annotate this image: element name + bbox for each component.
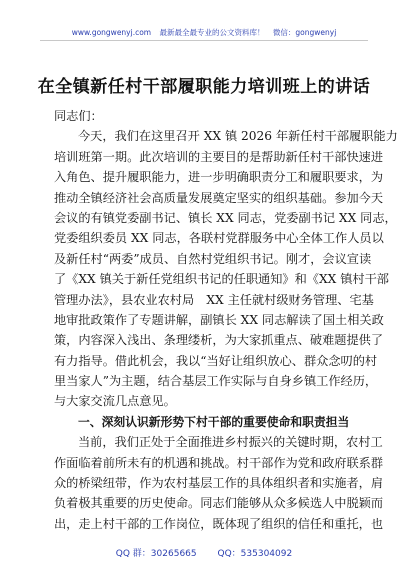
paragraph-line: 里当家人”为主题，结合基层工作实际与自身乡镇工作经历， — [54, 374, 378, 389]
header-banner — [0, 27, 408, 38]
section-heading: 一、深刻认识新形势下村干部的重要使命和职责担当 — [78, 414, 350, 429]
paragraph-line: 推动全镇经济社会高质量发展奠定坚实的组织基础。参加今天 — [54, 190, 384, 205]
paragraph-line: 当前，我们正处于全面推进乡村振兴的关键时期，农村工 — [78, 435, 383, 450]
paragraph-line: 与大家交流几点意见。 — [54, 394, 176, 409]
header-wechat: 微信：gongwenyj — [272, 28, 337, 37]
paragraph-line: 地审批政策作了专题讲解，副镇长 XX 同志解读了国土相关政 — [54, 312, 384, 327]
paragraph-line: 负着极其重要的历史使命。同志们能够从众多候选人中脱颖而 — [54, 496, 384, 511]
paragraph-line: 作面临着前所未有的机遇和挑战。村干部作为党和政府联系群 — [54, 455, 384, 470]
paragraph-line: 会议的有镇党委副书记、镇长 XX 同志，党委副书记 XX 同志， — [54, 210, 397, 225]
paragraph-line: 培训班第一期。此次培训的主要目的是帮助新任村干部快速进 — [54, 149, 384, 164]
header-slogan: 最新最全最专业的公文资料库！ — [159, 28, 265, 37]
paragraph-line: 党委组织委员 XX 同志，各联村党群服务中心全体工作人员以 — [54, 231, 384, 246]
footer-qq: QQ：535304092 — [217, 549, 293, 559]
paragraph-line: 有力指导。借此机会，我以“当好让组织放心、群众念叨的村 — [54, 353, 378, 368]
footer-contact — [0, 546, 408, 559]
document-body — [54, 106, 398, 534]
header-site-link[interactable]: www.gongwenyj.com — [71, 28, 152, 37]
footer-qq-group: QQ 群：30265665 — [115, 549, 197, 559]
paragraph-line: 今天，我们在这里召开 XX 镇 2026 年新任村干部履职能力 — [78, 129, 398, 144]
paragraph-line: 及新任村“两委”成员、自然村党组织书记。刚才，会议宣读 — [54, 251, 372, 266]
header-divider — [40, 40, 368, 41]
paragraph-line: 了《XX 镇关于新任党组织书记的任职通知》和《XX 镇村干部 — [54, 272, 389, 287]
document-title: 在全镇新任村干部履职能力培训班上的讲话 — [37, 77, 371, 97]
paragraph-line: 众的桥梁纽带，作为农村基层工作的具体组织者和实施者，肩 — [54, 476, 384, 491]
paragraph-line: 管理办法》，县农业农村局 XX 主任就村级财务管理、宅基 — [54, 292, 374, 307]
paragraph-line: 策，内容深入浅出、条理缕析，为大家抓重点、破难题提供了 — [54, 333, 384, 348]
paragraph-line: 入角色、提升履职能力，进一步明确职责分工和履职要求，为 — [54, 170, 384, 185]
salutation: 同志们： — [54, 109, 103, 123]
paragraph-line: 出，走上村干部的工作岗位，既体现了组织的信任和重托，也 — [54, 516, 384, 531]
